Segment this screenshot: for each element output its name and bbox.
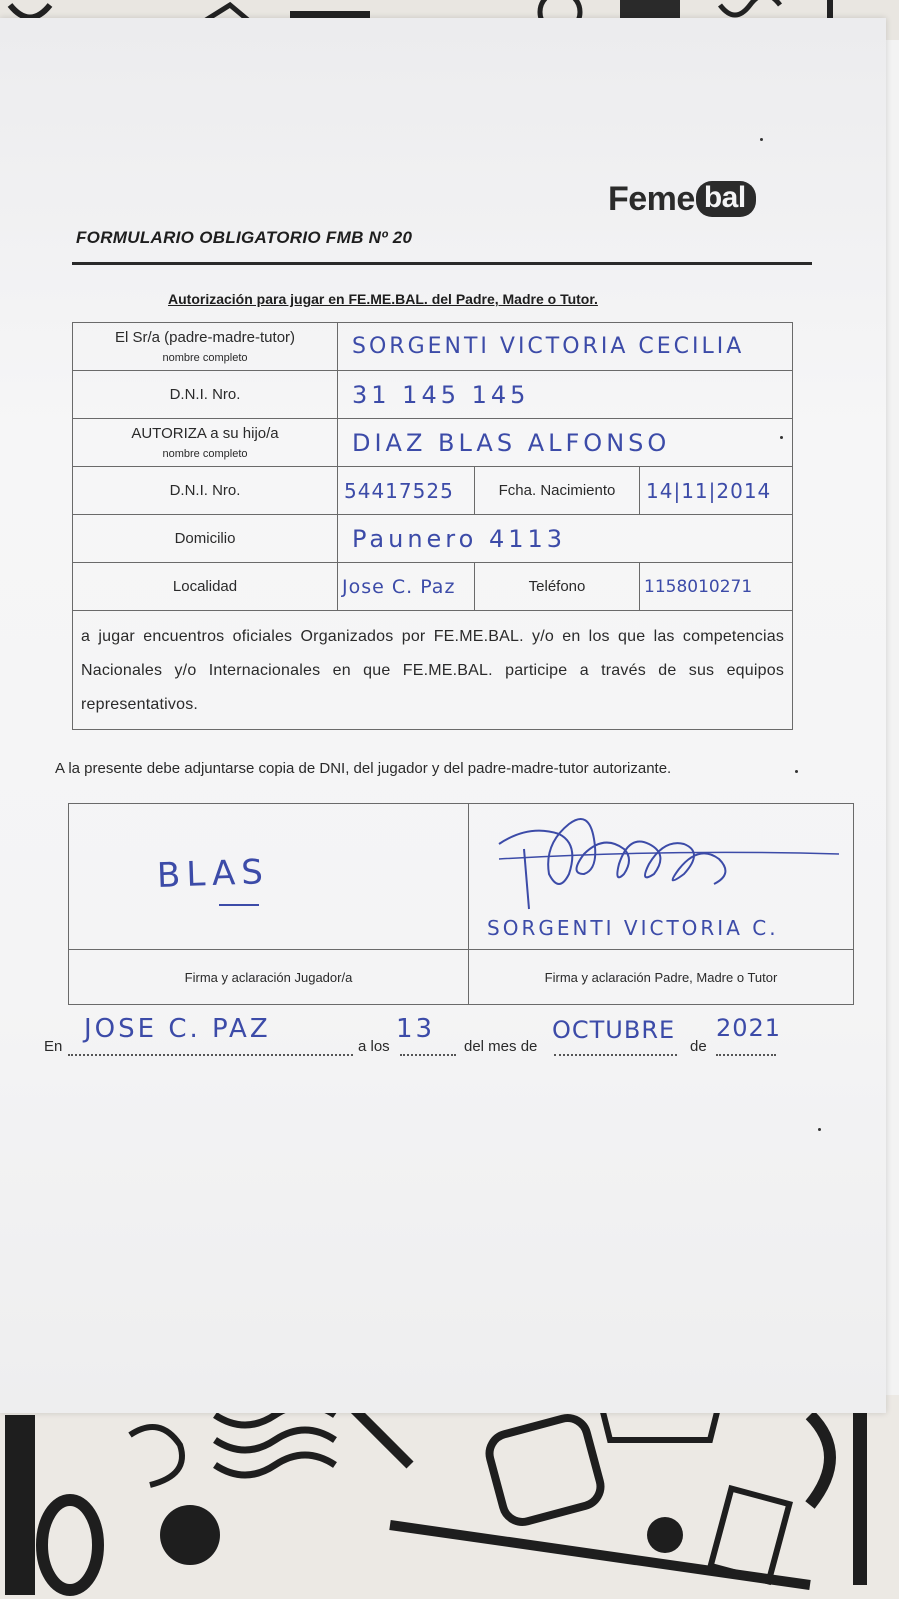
address-label: Domicilio: [73, 515, 338, 563]
player-signature-box[interactable]: [69, 804, 469, 950]
city-field[interactable]: Jose C. Paz: [338, 563, 475, 611]
guardian-dni-label: D.N.I. Nro.: [73, 371, 338, 419]
birth-date-label: Fcha. Nacimiento: [475, 467, 640, 515]
parent-signature-caption: Firma y aclaración Padre, Madre o Tutor: [469, 950, 854, 1005]
child-dni-label: D.N.I. Nro.: [73, 467, 338, 515]
phone-field[interactable]: 1158010271: [640, 563, 793, 611]
city-label: Localidad: [73, 563, 338, 611]
logo-text-badge: bal: [696, 181, 756, 217]
paper-speck: [818, 1128, 821, 1131]
phone-label: Teléfono: [475, 563, 640, 611]
child-label-cell: [73, 419, 338, 467]
guardian-name-field[interactable]: SORGENTI VICTORIA CECILIA: [338, 323, 793, 371]
player-signature: BLAS: [156, 852, 270, 896]
authorization-table: [72, 322, 793, 730]
month-dotted-line: [554, 1054, 677, 1056]
guardian-dni-row: [73, 371, 793, 419]
year-field[interactable]: 2021: [716, 1014, 782, 1042]
attachment-note: A la presente debe adjuntarse copia de DNI, del jugador y del padre-madre-tutor autorizante.: [55, 760, 672, 777]
day-dotted-line: [400, 1054, 456, 1056]
month-field[interactable]: OCTUBRE: [552, 1016, 676, 1044]
child-label: AUTORIZA a su hijo/a: [131, 425, 279, 442]
place-dotted-line: [68, 1054, 353, 1056]
player-signature-caption: Firma y aclaración Jugador/a: [69, 950, 469, 1005]
paper-speck: [780, 436, 783, 439]
year-dotted-line: [716, 1054, 776, 1056]
a-los-label: a los: [358, 1038, 390, 1055]
guardian-label-cell: [73, 323, 338, 371]
birth-date-field[interactable]: 14|11|2014: [640, 467, 793, 515]
child-name-row: [73, 419, 793, 467]
address-row: [73, 515, 793, 563]
child-dni-row: [73, 467, 793, 515]
terms-paragraph: a jugar encuentros oficiales Organizados por FE.ME.BAL. y/o en los que las competencias Nacionales y/o Internacionales en que FE.ME.BAL. participe a través de sus equipos representativos.: [73, 611, 793, 730]
pattern-illustration-bottom: [0, 1395, 899, 1599]
day-field[interactable]: 13: [396, 1014, 436, 1044]
year-label: de: [690, 1038, 707, 1055]
child-name-field[interactable]: DIAZ BLAS ALFONSO: [338, 419, 793, 467]
date-place-line: [44, 1014, 844, 1068]
decorative-background-bottom: [0, 1395, 899, 1599]
paper-speck: [760, 138, 763, 141]
form-subtitle: Autorización para jugar en FE.ME.BAL. del Padre, Madre o Tutor.: [168, 291, 598, 307]
logo-text: Feme: [608, 179, 695, 218]
parent-signature-box[interactable]: [469, 804, 854, 950]
child-dni-field[interactable]: 54417525: [338, 467, 475, 515]
guardian-label: El Sr/a (padre-madre-tutor): [114, 329, 296, 346]
guardian-dni-field[interactable]: 31 145 145: [338, 371, 793, 419]
paper-speck: [795, 770, 798, 773]
terms-row: [73, 611, 793, 730]
femebal-logo: [608, 178, 756, 220]
address-field[interactable]: Paunero 4113: [338, 515, 793, 563]
parent-clarification: SORGENTI VICTORIA C.: [487, 916, 779, 940]
place-field[interactable]: JOSE C. PAZ: [84, 1014, 271, 1044]
city-row: [73, 563, 793, 611]
signature-table: [68, 803, 854, 1005]
title-divider: [72, 262, 812, 265]
child-sublabel: nombre completo: [162, 448, 248, 460]
month-label: del mes de: [464, 1038, 538, 1055]
en-label: En: [44, 1038, 63, 1055]
guardian-sublabel: nombre completo: [162, 352, 248, 364]
player-signature-underline: [219, 904, 259, 906]
form-title: FORMULARIO OBLIGATORIO FMB Nº 20: [76, 228, 413, 247]
guardian-name-row: [73, 323, 793, 371]
